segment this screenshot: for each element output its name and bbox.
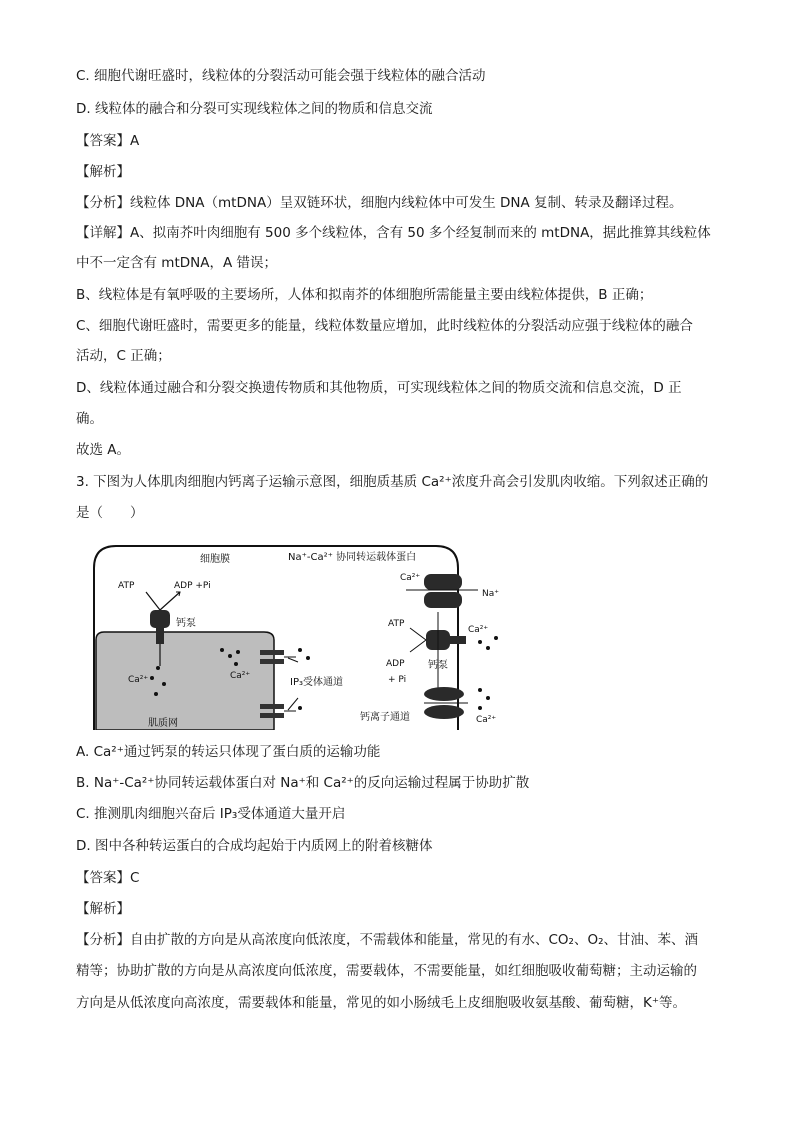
membrane-label: 细胞膜: [200, 554, 230, 565]
ip3-channel-top-b: [260, 659, 284, 664]
atp-hydrolysis-arrow-right: [410, 628, 426, 652]
ca-dot: [228, 654, 232, 658]
option-d-prev: D. 线粒体的融合和分裂可实现线粒体之间的物质和信息交流: [76, 101, 433, 117]
answer-prev: 【答案】A: [76, 133, 140, 149]
detail-text-2: 中不一定含有 mtDNA，A 错误；: [76, 255, 277, 271]
ca-dot: [154, 692, 158, 696]
ca-dot: [306, 656, 310, 660]
analysis-heading-prev: 【解析】: [76, 164, 130, 180]
ca-dot: [478, 688, 482, 692]
detail-text-3: B、线粒体是有氧呼吸的主要场所，人体和拟南芥的体细胞所需能量主要由线粒体提供，B 正确；: [76, 287, 653, 303]
ca-dot: [150, 676, 154, 680]
atp-right-label: ATP: [388, 619, 405, 629]
ca-top-label: Ca²⁺: [400, 573, 421, 583]
ip3-channel-bottom-b: [260, 713, 284, 718]
ca-mid-label: Ca²⁺: [468, 625, 489, 635]
analysis-text-3: 方向是从低浓度向高浓度，需要载体和能量，常见的如小肠绒毛上皮细胞吸收氨基酸、葡萄糖，K⁺等。: [76, 995, 686, 1011]
ca-dot: [162, 682, 166, 686]
ca-channel-bottom: [424, 705, 464, 719]
detail-text-7: 确。: [76, 411, 103, 427]
ca-dot: [486, 696, 490, 700]
calcium-pump-left: [150, 610, 170, 628]
calcium-pump-left-stem: [156, 628, 164, 644]
pump-right-label: 钙泵: [428, 660, 448, 671]
ca-dot: [486, 646, 490, 650]
ca-channel-top: [424, 687, 464, 701]
atp-left-label: ATP: [118, 581, 135, 591]
ip3-channel-bottom-a: [260, 704, 284, 709]
analysis-text-2: 精等；协助扩散的方向是从高浓度向低浓度，需要载体，不需要能量，如红细胞吸收葡萄糖；主动运输的: [76, 963, 697, 979]
sarcoplasmic-reticulum: [96, 632, 274, 730]
calcium-pump-right-stem: [450, 636, 466, 644]
cotransporter-top: [424, 574, 462, 590]
ca-dot: [478, 640, 482, 644]
ip3-label: IP₃受体通道: [290, 677, 343, 688]
figure-svg: [88, 540, 518, 730]
ip3-channel-top-a: [260, 650, 284, 655]
analysis-text-1: 【分析】自由扩散的方向是从高浓度向低浓度，不需载体和能量，常见的有水、CO₂、O₂、甘油、苯、酒: [76, 932, 699, 948]
ca-dot: [478, 706, 482, 710]
question-3-stem-1: 3. 下图为人体肌肉细胞内钙离子运输示意图，细胞质基质 Ca²⁺浓度升高会引发肌肉收缩。下列叙述正确的: [76, 474, 709, 490]
option-c-prev: C. 细胞代谢旺盛时，线粒体的分裂活动可能会强于线粒体的融合活动: [76, 68, 486, 84]
conclusion-prev: 故选 A。: [76, 442, 131, 458]
analysis-heading: 【解析】: [76, 901, 130, 917]
analysis-text-prev: 【分析】线粒体 DNA（mtDNA）呈双链环状，细胞内线粒体中可发生 DNA 复制、转录及翻译过程。: [76, 195, 683, 211]
ca-dot: [220, 648, 224, 652]
pump-left-label: 钙泵: [176, 618, 196, 629]
detail-text-6: D、线粒体通过融合和分裂交换遗传物质和其他物质，可实现线粒体之间的物质交流和信息交流，D 正: [76, 380, 682, 396]
adp-left-label: ADP +Pi: [174, 581, 211, 591]
option-b: B. Na⁺-Ca²⁺协同转运载体蛋白对 Na⁺和 Ca²⁺的反向运输过程属于协助扩散: [76, 775, 530, 791]
adp-right-label: ADP: [386, 659, 405, 669]
cotransporter-bottom: [424, 592, 462, 608]
ca-dot: [156, 666, 160, 670]
detail-text-4: C、细胞代谢旺盛时，需要更多的能量，线粒体数量应增加，此时线粒体的分裂活动应强于线粒体的融合: [76, 318, 693, 334]
ca-dot: [494, 636, 498, 640]
answer: 【答案】C: [76, 870, 140, 886]
ca-bottom-label: Ca²⁺: [476, 715, 497, 725]
ca-dot: [298, 706, 302, 710]
na-label: Na⁺: [482, 589, 499, 599]
option-c: C. 推测肌肉细胞兴奋后 IP₃受体通道大量开启: [76, 806, 346, 822]
ca-label-left2: Ca²⁺: [230, 671, 251, 681]
er-label: 肌质网: [148, 718, 178, 729]
plus-pi-label: + Pi: [388, 675, 407, 685]
detail-text-1: 【详解】A、拟南芥叶肉细胞有 500 多个线粒体，含有 50 多个经复制而来的 mtDNA，据此推算其线粒体: [76, 225, 711, 241]
ca-dot: [234, 662, 238, 666]
option-d: D. 图中各种转运蛋白的合成均起始于内质网上的附着核糖体: [76, 838, 433, 854]
channel-label: 钙离子通道: [360, 712, 410, 723]
ca-dot: [236, 650, 240, 654]
option-a: A. Ca²⁺通过钙泵的转运只体现了蛋白质的运输功能: [76, 744, 381, 760]
calcium-transport-figure: [88, 540, 518, 730]
cotransporter-label: Na⁺-Ca²⁺ 协同转运载体蛋白: [288, 552, 417, 563]
ca-dot: [298, 648, 302, 652]
ca-label-left1: Ca²⁺: [128, 675, 149, 685]
detail-text-5: 活动，C 正确；: [76, 348, 171, 364]
atp-hydrolysis-arrow-left: [146, 592, 180, 610]
question-3-stem-2: 是（ ）: [76, 505, 144, 521]
